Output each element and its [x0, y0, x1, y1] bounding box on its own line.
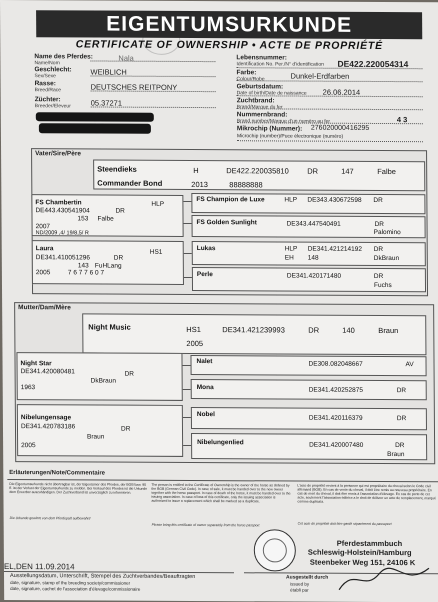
dam-year: 2005: [186, 338, 204, 349]
sds-height: 148: [307, 254, 319, 262]
notes-english-italic: Please bring this certificate of owner separately from the horse passport: [151, 522, 260, 528]
notes-french-italic: Cet acte de propriété doit être gardé séparément du passeport: [297, 521, 392, 527]
sire-dam-breed: HS1: [149, 248, 163, 256]
association-region: Schleswig-Holstein/Hamburg: [307, 547, 412, 558]
color-label: Farbe: Colour/Robe: [236, 69, 265, 83]
sss-name: FS Champion de Luxe: [196, 196, 265, 204]
sex-value: WEIBLICH: [90, 67, 127, 77]
issuance-label-en: date, signature, stamp of the breeding society/commissioner: [10, 580, 131, 586]
dam-sire-name: Night Star: [20, 360, 52, 368]
microchip-value: 276020000416295: [310, 124, 370, 132]
signature-mark: [334, 562, 434, 599]
sire-sire-name: FS Chambertin: [35, 199, 82, 207]
sire-color: Falbe: [377, 166, 396, 177]
notes-header: Erläuterungen/Note/Commentaire: [9, 470, 106, 477]
association-address: Steenbeker Weg 151, 24106 K: [309, 557, 416, 568]
birth-date-label: Geburtsdatum: Date of birth/Date de naissance: [236, 83, 307, 97]
sire-dam-name: Laura: [35, 245, 54, 253]
sss-id: DE343.430672598: [307, 196, 362, 204]
ssd-color: Palomino: [373, 228, 401, 237]
dss-av: AV: [405, 361, 414, 369]
notes-german: Die Eigentumsurkunde nicht übertragbar ist, der Eigentümer des Pferdes, der BGB bzw. 90 ff. ist der Verlust der Eigentumsurkunde zu melden. Bei Verkauf des Pferdes ist die Urkunde dem Erwerber auszuhändigen. Der Zuchtverband ist unverzüglich zu informieren.: [9, 482, 148, 495]
sds-id: DE341.421214192: [307, 245, 362, 253]
birth-date-value: 26.06.2014: [322, 87, 361, 97]
dam-height: 140: [342, 325, 355, 335]
sss-dr: DR: [373, 196, 383, 204]
sire-dam-year: 2005: [35, 269, 51, 277]
notes-german-italic: Die Urkunde gewinnt von dem Pferdepaß aufbewahrt!: [9, 516, 91, 521]
sire-sire-height: 153: [77, 215, 89, 223]
ddd-dr: DR: [395, 442, 405, 450]
sire-dr: DR: [307, 166, 319, 176]
certificate-title: EIGENTUMSURKUNDE: [36, 10, 422, 39]
sdd-color: Fuchs: [373, 281, 392, 290]
sire-name: Steendieks: [97, 164, 137, 174]
sire-dam-dr: DR: [113, 254, 124, 262]
microchip-sub: Microchip (number)/Puce électronique (numéro): [236, 133, 344, 140]
certificate-subtitle: CERTIFICATE OF OWNERSHIP • ACTE DE PROPRIÉTÉ: [75, 38, 383, 53]
dss-id: DE308.082048667: [308, 360, 363, 368]
issued-by-en: issued by: [290, 581, 310, 587]
issued-by-fr: établi par: [290, 587, 309, 593]
dam-color: Braun: [378, 325, 399, 336]
dss-name: Nalet: [196, 358, 213, 366]
sdd-dr: DR: [373, 272, 384, 280]
breeder-value: 05.37271: [90, 98, 123, 108]
dam-dam-id: DE341.420783186: [20, 423, 76, 431]
dam-header: Mutter/Dam/Mère: [18, 304, 71, 312]
issuance-label-fr: date, signature, cachet de l'association d'élevage/commissionaire: [10, 586, 141, 592]
ssd-dr: DR: [374, 220, 384, 229]
sds-breed: HLP: [284, 245, 298, 253]
sire-id: DE422.220035810: [226, 166, 289, 176]
sire-sire-breed: HLP: [151, 200, 165, 208]
dam-sire-id: DE341.420080481: [20, 368, 75, 376]
brand-number-label: Nummernbrand: Brand number/Marque d'un numéro au fer: [236, 111, 331, 125]
sire-header: Vater/Sire/Père: [35, 150, 82, 158]
dam-sire-color: DkBraun: [90, 377, 116, 385]
horse-name-label: Name des Pferdes: Name/Nom: [34, 53, 93, 67]
dsd-dr: DR: [396, 387, 407, 395]
dsd-id: DE341.420252875: [308, 386, 363, 394]
sds-name: Lukas: [196, 245, 216, 253]
sds-color: DkBraun: [373, 254, 400, 263]
notes-french: L'acte de propriété revient à la personne qui est propriétaire du cheval selon le Code civil allemand (BGB). En cas de vente du cheval, il doit être remis au nouveau propriétaire. En cas de mort du cheval, il doit être remis à l'association d'élevage. En cas de perte de cet acte, seulement l'association éditrice a le droit de délivrer un acte de remplacement, marqué comme duplicata.: [297, 483, 436, 504]
dds-id: DE341.420116379: [308, 414, 363, 422]
dam-dam-name: Nibelungensage: [20, 414, 72, 422]
brand-number-value: 4 3: [396, 115, 408, 125]
sdd-id: DE341.420171480: [286, 272, 342, 280]
dam-dam-year: 2005: [21, 442, 36, 450]
sire-sire-year: 2007: [35, 223, 51, 231]
dam-dam-color: Braun: [87, 433, 105, 441]
ssd-id: DE343.447540491: [286, 220, 341, 228]
life-number-value: DE422.220054314: [337, 58, 409, 70]
dam-breed: HS1: [186, 324, 201, 335]
sire-sire-dr: DR: [115, 207, 125, 215]
sire-year: 2013: [191, 179, 209, 190]
sds-dr: DR: [373, 245, 384, 253]
issued-by-label: Ausgestellt durch: [286, 574, 329, 581]
horse-name-value: Nala: [118, 53, 134, 63]
dam-sire-year: 1963: [20, 384, 36, 392]
dam-name: Night Music: [88, 322, 131, 332]
redacted-block: [36, 112, 154, 122]
sire-dam-note: FuHLang: [94, 262, 122, 270]
ddd-name: Nibelungenlied: [197, 439, 244, 447]
dam-sire-dr: DR: [124, 370, 135, 378]
sire-dam-number: 7 6 7 7 6 0 7: [67, 269, 105, 277]
association-name: Pferdestammbuch: [336, 538, 403, 549]
dds-dr: DR: [396, 415, 407, 423]
stamp-seal: [254, 529, 296, 571]
dam-dam-box: [17, 404, 183, 457]
dds-name: Nobel: [196, 411, 215, 419]
sire-commander: Commander Bond: [97, 178, 163, 188]
dam-dr: DR: [308, 325, 320, 335]
sire-dam-height: 143: [77, 262, 89, 270]
dam-dam-dr: DR: [120, 425, 131, 433]
issuance-date: EL,DEN 11.09.2014: [3, 562, 75, 572]
sds-eh: EH: [284, 254, 294, 262]
ssd-name: FS Golden Sunlight: [196, 219, 257, 227]
sire-sire-note: ND/2009 ,4/ 19/8,5/ R: [35, 230, 89, 237]
ddd-color: Braun: [387, 451, 405, 459]
dsd-name: Mona: [196, 384, 214, 392]
microchip-label: Mikrochip (Nummer):: [236, 125, 303, 133]
sire-number: 88888888: [229, 180, 263, 190]
sire-sire-color: Falbe: [97, 215, 114, 223]
sex-label: Geschlecht: Sex/Sexe: [34, 66, 72, 80]
sire-height: 147: [341, 166, 354, 176]
notes-english: The person is entitled to the Certificate of Ownership is the owner of the horse as defined by the BGB (German Civil Code). In case of sale, it must be handed over to the new owner together with the horse passport. In case of death of the horse, it must be handed over to the issuing association. In case of loss of this certificate, only the issuing association is authorized to issue a replacement which shall be marked as a duplicate.: [151, 482, 291, 504]
ddd-id: DE341.420007480: [309, 441, 364, 449]
sire-code: H: [193, 166, 199, 176]
sss-breed: HLP: [284, 196, 298, 204]
issuance-label: Ausstellungsdatum, Unterschrift, Stempel des Zuchtverbandes/Beauftragten: [10, 573, 196, 581]
breed-label: Rasse: Breed/Race: [34, 80, 62, 94]
sdd-name: Perle: [196, 271, 213, 279]
dam-id: DE341.421239993: [222, 325, 285, 335]
redacted-block: [39, 123, 151, 134]
breeder-label: Züchter: Breeder/Eleveur: [34, 96, 71, 110]
sire-dam-id: DE341.410051296: [35, 254, 91, 262]
brand-label: Zuchtbrand: Brand/Marque du fer: [236, 97, 283, 111]
life-number-label: Lebensnummer: Identification No. Per./N° d'identification: [236, 54, 324, 68]
breed-value: DEUTSCHES REITPONY: [90, 82, 178, 92]
color-value: Dunkel-Erdfarben: [290, 71, 350, 81]
sire-sire-id: DE443.430541904: [35, 207, 90, 215]
